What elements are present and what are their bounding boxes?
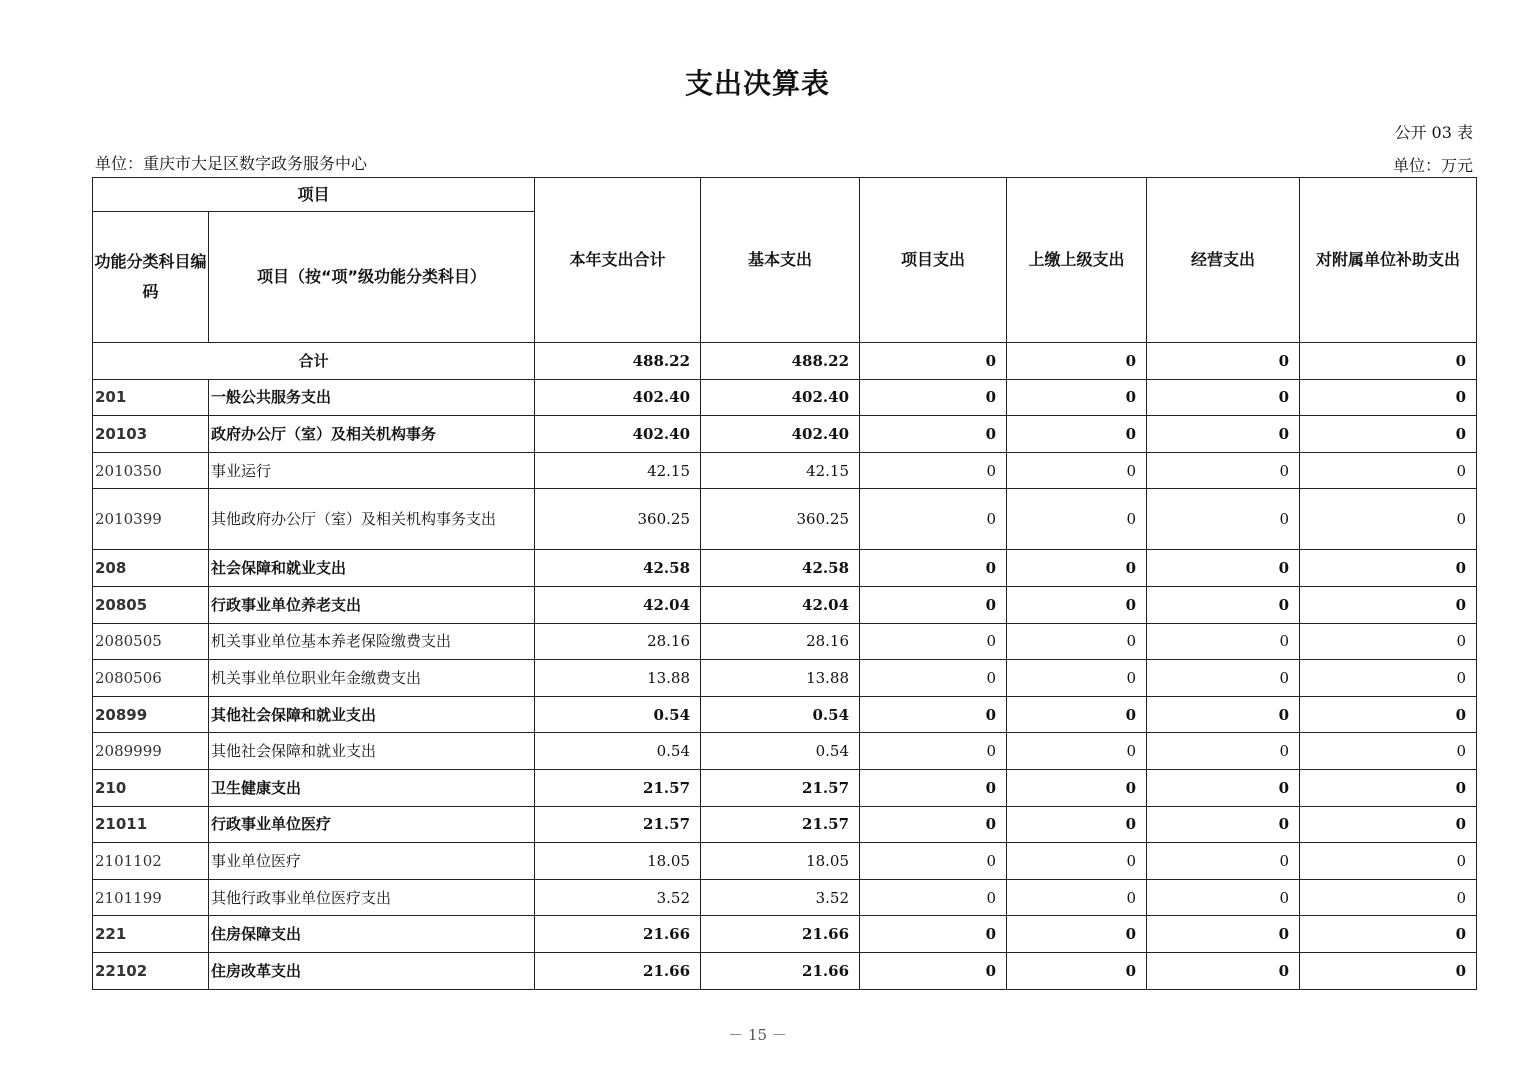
row-value: 28.16 bbox=[701, 623, 860, 660]
row-value: 0 bbox=[860, 696, 1007, 733]
row-value: 0 bbox=[1007, 660, 1147, 697]
row-value: 21.66 bbox=[535, 952, 701, 989]
row-code: 2101199 bbox=[93, 879, 209, 916]
row-value: 0 bbox=[1300, 550, 1477, 587]
row-value: 13.88 bbox=[701, 660, 860, 697]
row-value: 0 bbox=[860, 806, 1007, 843]
row-value: 0 bbox=[860, 550, 1007, 587]
row-value: 21.57 bbox=[701, 769, 860, 806]
row-value: 0 bbox=[1007, 379, 1147, 416]
row-name: 其他行政事业单位医疗支出 bbox=[209, 879, 535, 916]
row-value: 3.52 bbox=[701, 879, 860, 916]
row-name: 其他政府办公厅（室）及相关机构事务支出 bbox=[209, 489, 535, 550]
unit-currency: 单位：万元 bbox=[1392, 156, 1473, 175]
row-value: 0 bbox=[1007, 769, 1147, 806]
row-value: 21.66 bbox=[701, 916, 860, 953]
row-value: 18.05 bbox=[701, 843, 860, 880]
row-value: 0.54 bbox=[701, 733, 860, 770]
row-value: 3.52 bbox=[535, 879, 701, 916]
table-row bbox=[93, 623, 1477, 660]
page-title: 支出决算表 bbox=[684, 67, 830, 100]
row-code: 21011 bbox=[93, 806, 209, 843]
row-code: 2010399 bbox=[93, 489, 209, 550]
row-code: 20899 bbox=[93, 696, 209, 733]
row-value: 0 bbox=[1147, 806, 1300, 843]
row-code: 210 bbox=[93, 769, 209, 806]
row-code: 2080506 bbox=[93, 660, 209, 697]
header-project: 项目支出 bbox=[860, 178, 1007, 343]
total-value: 0 bbox=[1007, 343, 1147, 380]
row-value: 0 bbox=[1300, 489, 1477, 550]
table-row bbox=[93, 733, 1477, 770]
row-value: 0 bbox=[1007, 843, 1147, 880]
total-row bbox=[93, 343, 1477, 380]
row-value: 21.66 bbox=[701, 952, 860, 989]
row-name: 住房改革支出 bbox=[209, 952, 535, 989]
row-value: 0 bbox=[1147, 379, 1300, 416]
row-value: 0 bbox=[1007, 416, 1147, 453]
row-value: 0 bbox=[1300, 586, 1477, 623]
row-name: 其他社会保障和就业支出 bbox=[209, 733, 535, 770]
row-value: 0 bbox=[1007, 879, 1147, 916]
row-value: 0 bbox=[1007, 623, 1147, 660]
row-value: 0 bbox=[1300, 623, 1477, 660]
row-value: 0 bbox=[860, 769, 1007, 806]
row-name: 行政事业单位医疗 bbox=[209, 806, 535, 843]
row-value: 0 bbox=[1007, 452, 1147, 489]
table-row bbox=[93, 489, 1477, 550]
row-value: 0 bbox=[1007, 916, 1147, 953]
page-number: － 15 － bbox=[728, 1026, 787, 1044]
row-value: 0 bbox=[860, 952, 1007, 989]
row-value: 0 bbox=[1147, 623, 1300, 660]
row-value: 0 bbox=[1007, 806, 1147, 843]
row-value: 21.66 bbox=[535, 916, 701, 953]
row-code: 20103 bbox=[93, 416, 209, 453]
row-code: 20805 bbox=[93, 586, 209, 623]
row-value: 0 bbox=[1147, 879, 1300, 916]
row-value: 18.05 bbox=[535, 843, 701, 880]
table-row bbox=[93, 916, 1477, 953]
row-value: 42.15 bbox=[701, 452, 860, 489]
row-value: 0 bbox=[1300, 806, 1477, 843]
row-value: 21.57 bbox=[535, 806, 701, 843]
row-value: 0 bbox=[1300, 696, 1477, 733]
table-row bbox=[93, 806, 1477, 843]
row-value: 0 bbox=[860, 843, 1007, 880]
total-value: 0 bbox=[1300, 343, 1477, 380]
row-value: 0 bbox=[860, 879, 1007, 916]
row-code: 2101102 bbox=[93, 843, 209, 880]
row-name: 一般公共服务支出 bbox=[209, 379, 535, 416]
row-value: 0 bbox=[1300, 733, 1477, 770]
row-value: 0 bbox=[860, 489, 1007, 550]
row-value: 42.15 bbox=[535, 452, 701, 489]
row-value: 0 bbox=[1300, 379, 1477, 416]
table-row bbox=[93, 952, 1477, 989]
row-value: 0 bbox=[1007, 733, 1147, 770]
total-value: 0 bbox=[1147, 343, 1300, 380]
table-row bbox=[93, 660, 1477, 697]
row-code: 208 bbox=[93, 550, 209, 587]
row-value: 0 bbox=[1300, 660, 1477, 697]
row-value: 402.40 bbox=[701, 379, 860, 416]
total-label: 合计 bbox=[93, 343, 535, 380]
expenditure-table bbox=[92, 177, 1477, 990]
row-value: 0 bbox=[1007, 586, 1147, 623]
table-row bbox=[93, 879, 1477, 916]
unit-organization: 单位：重庆市大足区数字政务服务中心 bbox=[95, 154, 368, 173]
row-value: 42.04 bbox=[535, 586, 701, 623]
header-name: 项目（按“项”级功能分类科目） bbox=[209, 212, 535, 343]
row-value: 0.54 bbox=[535, 733, 701, 770]
form-number: 公开 03 表 bbox=[1394, 123, 1473, 142]
row-value: 402.40 bbox=[535, 416, 701, 453]
row-value: 21.57 bbox=[535, 769, 701, 806]
row-code: 2010350 bbox=[93, 452, 209, 489]
row-value: 0 bbox=[860, 586, 1007, 623]
table-row bbox=[93, 452, 1477, 489]
row-value: 0 bbox=[860, 916, 1007, 953]
row-value: 0 bbox=[1007, 550, 1147, 587]
row-name: 机关事业单位职业年金缴费支出 bbox=[209, 660, 535, 697]
row-value: 0 bbox=[1147, 952, 1300, 989]
row-value: 42.04 bbox=[701, 586, 860, 623]
row-value: 0 bbox=[1300, 879, 1477, 916]
total-value: 488.22 bbox=[701, 343, 860, 380]
row-code: 221 bbox=[93, 916, 209, 953]
row-value: 360.25 bbox=[535, 489, 701, 550]
row-value: 0 bbox=[1300, 843, 1477, 880]
row-name: 其他社会保障和就业支出 bbox=[209, 696, 535, 733]
table-row bbox=[93, 696, 1477, 733]
row-name: 行政事业单位养老支出 bbox=[209, 586, 535, 623]
header-upper: 上缴上级支出 bbox=[1007, 178, 1147, 343]
row-value: 0 bbox=[1147, 586, 1300, 623]
row-code: 201 bbox=[93, 379, 209, 416]
row-value: 0 bbox=[1147, 416, 1300, 453]
row-value: 21.57 bbox=[701, 806, 860, 843]
row-value: 0 bbox=[1147, 733, 1300, 770]
row-value: 402.40 bbox=[535, 379, 701, 416]
total-value: 0 bbox=[860, 343, 1007, 380]
row-value: 0 bbox=[1147, 550, 1300, 587]
table-row bbox=[93, 586, 1477, 623]
row-value: 28.16 bbox=[535, 623, 701, 660]
row-value: 0 bbox=[1300, 952, 1477, 989]
table-row bbox=[93, 769, 1477, 806]
row-name: 政府办公厅（室）及相关机构事务 bbox=[209, 416, 535, 453]
row-value: 0 bbox=[1147, 696, 1300, 733]
row-value: 0 bbox=[1147, 452, 1300, 489]
row-value: 0 bbox=[1007, 952, 1147, 989]
row-value: 0 bbox=[860, 733, 1007, 770]
row-value: 0 bbox=[1300, 916, 1477, 953]
row-value: 0 bbox=[1147, 843, 1300, 880]
row-name: 事业运行 bbox=[209, 452, 535, 489]
row-value: 0 bbox=[1147, 769, 1300, 806]
row-name: 社会保障和就业支出 bbox=[209, 550, 535, 587]
row-name: 卫生健康支出 bbox=[209, 769, 535, 806]
row-value: 0 bbox=[860, 379, 1007, 416]
row-value: 0 bbox=[1007, 489, 1147, 550]
row-value: 0 bbox=[860, 416, 1007, 453]
table-row bbox=[93, 550, 1477, 587]
row-code: 2089999 bbox=[93, 733, 209, 770]
row-value: 0 bbox=[1147, 489, 1300, 550]
row-value: 42.58 bbox=[535, 550, 701, 587]
row-value: 0 bbox=[1147, 660, 1300, 697]
total-value: 488.22 bbox=[535, 343, 701, 380]
row-value: 0 bbox=[1300, 769, 1477, 806]
row-value: 0 bbox=[860, 623, 1007, 660]
row-code: 22102 bbox=[93, 952, 209, 989]
header-subsidy: 对附属单位补助支出 bbox=[1300, 178, 1477, 343]
header-item-group: 项目 bbox=[93, 178, 535, 212]
row-value: 0 bbox=[1300, 452, 1477, 489]
row-value: 0 bbox=[1147, 916, 1300, 953]
row-name: 住房保障支出 bbox=[209, 916, 535, 953]
table-row bbox=[93, 416, 1477, 453]
row-code: 2080505 bbox=[93, 623, 209, 660]
row-value: 0 bbox=[860, 660, 1007, 697]
row-name: 事业单位医疗 bbox=[209, 843, 535, 880]
row-value: 0.54 bbox=[535, 696, 701, 733]
row-value: 42.58 bbox=[701, 550, 860, 587]
row-value: 0 bbox=[1007, 696, 1147, 733]
row-value: 360.25 bbox=[701, 489, 860, 550]
header-total: 本年支出合计 bbox=[535, 178, 701, 343]
row-value: 0.54 bbox=[701, 696, 860, 733]
row-value: 13.88 bbox=[535, 660, 701, 697]
row-value: 0 bbox=[860, 452, 1007, 489]
header-code: 功能分类科目编码 bbox=[93, 212, 209, 343]
table-row bbox=[93, 379, 1477, 416]
row-value: 0 bbox=[1300, 416, 1477, 453]
row-value: 402.40 bbox=[701, 416, 860, 453]
header-basic: 基本支出 bbox=[701, 178, 860, 343]
table-row bbox=[93, 843, 1477, 880]
header-operation: 经营支出 bbox=[1147, 178, 1300, 343]
row-name: 机关事业单位基本养老保险缴费支出 bbox=[209, 623, 535, 660]
